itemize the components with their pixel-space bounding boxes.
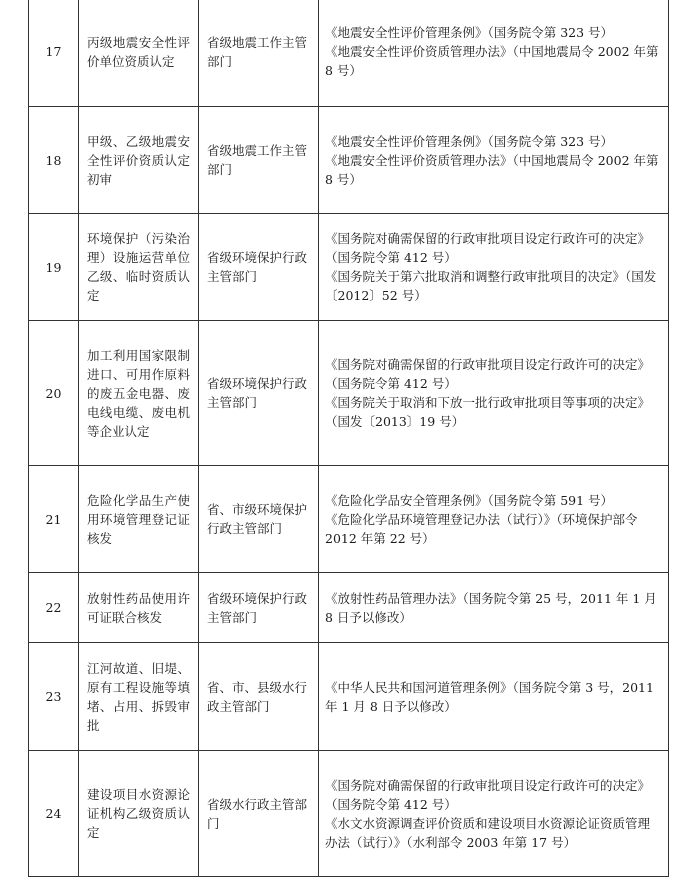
- item-department: 省级环境保护行政主管部门: [199, 321, 319, 466]
- legal-reference: 《国务院关于取消和下放一批行政审批项目等事项的决定》（国发〔2013〕19 号）: [325, 395, 651, 429]
- item-number: 19: [29, 214, 79, 321]
- table-row: [29, 643, 669, 751]
- legal-reference: 《危险化学品安全管理条例》（国务院令第 591 号）: [325, 492, 614, 508]
- item-name: 危险化学品生产使用环境管理登记证核发: [79, 466, 199, 573]
- legal-reference: 《国务院关于第六批取消和调整行政审批项目的决定》（国发〔2012〕52 号）: [325, 269, 657, 303]
- legal-reference: 《国务院对确需保留的行政审批项目设定行政许可的决定》（国务院令第 412 号）: [325, 357, 651, 391]
- item-department: 省级地震工作主管部门: [199, 107, 319, 214]
- table-row: [29, 751, 669, 877]
- item-department: 省、市级环境保护行政主管部门: [199, 466, 319, 573]
- item-number: 18: [29, 107, 79, 214]
- table-row: [29, 573, 669, 643]
- item-department: 省级环境保护行政主管部门: [199, 214, 319, 321]
- item-legal-basis: [319, 321, 669, 466]
- item-legal-basis: [319, 214, 669, 321]
- legal-reference: 《中华人民共和国河道管理条例》（国务院令第 3 号，2011 年 1 月 8 日予以修改）: [325, 679, 654, 714]
- item-legal-basis: [319, 573, 669, 643]
- item-legal-basis: [319, 466, 669, 573]
- item-name: 环境保护（污染治理）设施运营单位乙级、临时资质认定: [79, 214, 199, 321]
- item-department: 省级水行政主管部门: [199, 751, 319, 877]
- item-legal-basis: [319, 751, 669, 877]
- approval-items-table: [28, 0, 669, 877]
- legal-reference: 《国务院对确需保留的行政审批项目设定行政许可的决定》（国务院令第 412 号）: [325, 777, 651, 812]
- item-department: 省级环境保护行政主管部门: [199, 573, 319, 643]
- item-number: 21: [29, 466, 79, 573]
- item-number: 23: [29, 643, 79, 751]
- item-department: 省、市、县级水行政主管部门: [199, 643, 319, 751]
- table-row: [29, 321, 669, 466]
- table-row: [29, 107, 669, 214]
- item-number: 24: [29, 751, 79, 877]
- item-number: 20: [29, 321, 79, 466]
- legal-reference: 《国务院对确需保留的行政审批项目设定行政许可的决定》（国务院令第 412 号）: [325, 231, 651, 265]
- item-number: 22: [29, 573, 79, 643]
- legal-reference: 《地震安全性评价管理条例》（国务院令第 323 号）: [325, 133, 614, 149]
- legal-reference: 《水文水资源调查评价资质和建设项目水资源论证资质管理办法（试行）》（水利部令 2003 年第 17 号）: [325, 815, 651, 850]
- legal-reference: 《危险化学品环境管理登记办法（试行）》（环境保护部令 2012 年第 22 号）: [325, 511, 638, 546]
- item-legal-basis: [319, 107, 669, 214]
- item-number: 17: [29, 0, 79, 107]
- legal-reference: 《放射性药品管理办法》（国务院令第 25 号，2011 年 1 月 8 日予以修改）: [325, 590, 657, 625]
- item-name: 建设项目水资源论证机构乙级资质认定: [79, 751, 199, 877]
- item-name: 丙级地震安全性评价单位资质认定: [79, 0, 199, 107]
- item-department: 省级地震工作主管部门: [199, 0, 319, 107]
- item-legal-basis: [319, 0, 669, 107]
- item-name: 江河故道、旧堤、原有工程设施等填堵、占用、拆毁审批: [79, 643, 199, 751]
- item-legal-basis: [319, 643, 669, 751]
- legal-reference: 《地震安全性评价资质管理办法》（中国地震局令 2002 年第 8 号）: [325, 152, 659, 187]
- legal-reference: 《地震安全性评价资质管理办法》（中国地震局令 2002 年第 8 号）: [325, 44, 659, 78]
- table-row: [29, 0, 669, 107]
- legal-reference: 《地震安全性评价管理条例》（国务院令第 323 号）: [325, 25, 614, 40]
- table-row: [29, 466, 669, 573]
- item-name: 加工利用国家限制进口、可用作原料的废五金电器、废电线电缆、废电机等企业认定: [79, 321, 199, 466]
- item-name: 放射性药品使用许可证联合核发: [79, 573, 199, 643]
- item-name: 甲级、乙级地震安全性评价资质认定初审: [79, 107, 199, 214]
- table-row: [29, 214, 669, 321]
